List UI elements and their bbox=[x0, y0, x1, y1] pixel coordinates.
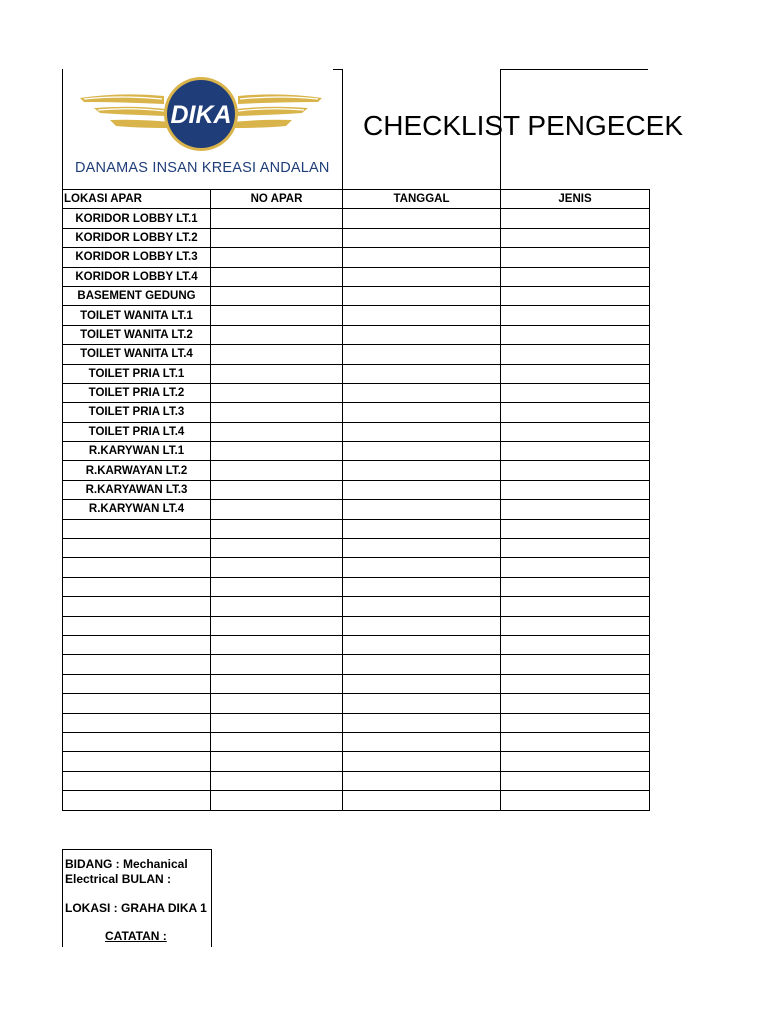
cell-lokasi-apar bbox=[63, 713, 211, 732]
cell-lokasi-apar bbox=[63, 732, 211, 751]
table-row bbox=[63, 791, 650, 810]
cell-jenis[interactable] bbox=[501, 597, 650, 616]
header-top-border bbox=[500, 69, 648, 70]
cell-jenis[interactable] bbox=[501, 752, 650, 771]
bidang-label: BIDANG : Mechanical bbox=[65, 857, 188, 871]
cell-no-apar[interactable] bbox=[211, 383, 343, 402]
cell-lokasi-apar: TOILET PRIA LT.3 bbox=[63, 403, 211, 422]
cell-lokasi-apar: R.KARYWAN LT.1 bbox=[63, 442, 211, 461]
table-row bbox=[63, 713, 650, 732]
cell-lokasi-apar bbox=[63, 752, 211, 771]
table-row bbox=[63, 403, 650, 422]
cell-lokasi-apar: R.KARWAYAN LT.2 bbox=[63, 461, 211, 480]
cell-lokasi-apar bbox=[63, 597, 211, 616]
cell-no-apar[interactable] bbox=[211, 345, 343, 364]
cell-lokasi-apar: TOILET WANITA LT.4 bbox=[63, 345, 211, 364]
cell-tanggal[interactable] bbox=[343, 674, 501, 693]
cell-jenis[interactable] bbox=[501, 635, 650, 654]
cell-jenis[interactable] bbox=[501, 539, 650, 558]
cell-no-apar[interactable] bbox=[211, 635, 343, 654]
cell-tanggal[interactable] bbox=[343, 519, 501, 538]
cell-lokasi-apar: BASEMENT GEDUNG bbox=[63, 286, 211, 305]
cell-jenis[interactable] bbox=[501, 480, 650, 499]
cell-jenis[interactable] bbox=[501, 791, 650, 810]
company-name: DANAMAS INSAN KREASI ANDALAN bbox=[75, 160, 330, 176]
cell-tanggal[interactable] bbox=[343, 713, 501, 732]
cell-no-apar[interactable] bbox=[211, 306, 343, 325]
cell-tanggal[interactable] bbox=[343, 480, 501, 499]
cell-jenis[interactable] bbox=[501, 228, 650, 247]
cell-tanggal[interactable] bbox=[343, 655, 501, 674]
cell-jenis[interactable] bbox=[501, 442, 650, 461]
cell-no-apar[interactable] bbox=[211, 461, 343, 480]
cell-no-apar[interactable] bbox=[211, 286, 343, 305]
cell-jenis[interactable] bbox=[501, 345, 650, 364]
cell-no-apar[interactable] bbox=[211, 442, 343, 461]
cell-lokasi-apar bbox=[63, 655, 211, 674]
cell-lokasi-apar bbox=[63, 616, 211, 635]
cell-tanggal[interactable] bbox=[343, 306, 501, 325]
cell-lokasi-apar bbox=[63, 577, 211, 596]
cell-no-apar[interactable] bbox=[211, 713, 343, 732]
catatan-label: CATATAN : bbox=[105, 929, 167, 943]
wings-emblem-icon bbox=[72, 72, 330, 152]
column-header-jenis: JENIS bbox=[501, 190, 650, 209]
cell-no-apar[interactable] bbox=[211, 209, 343, 228]
cell-tanggal[interactable] bbox=[343, 286, 501, 305]
logo-text: DIKA bbox=[170, 101, 232, 129]
table-row bbox=[63, 364, 650, 383]
cell-jenis[interactable] bbox=[501, 519, 650, 538]
cell-tanggal[interactable] bbox=[343, 694, 501, 713]
table-row bbox=[63, 577, 650, 596]
table-row bbox=[63, 597, 650, 616]
title-clip bbox=[343, 96, 684, 156]
cell-lokasi-apar: KORIDOR LOBBY LT.4 bbox=[63, 267, 211, 286]
cell-no-apar[interactable] bbox=[211, 403, 343, 422]
cell-tanggal[interactable] bbox=[343, 345, 501, 364]
cell-lokasi-apar bbox=[63, 558, 211, 577]
cell-tanggal[interactable] bbox=[343, 403, 501, 422]
cell-no-apar[interactable] bbox=[211, 597, 343, 616]
cell-no-apar[interactable] bbox=[211, 694, 343, 713]
header-left-border bbox=[62, 69, 63, 190]
cell-no-apar[interactable] bbox=[211, 791, 343, 810]
cell-tanggal[interactable] bbox=[343, 500, 501, 519]
cell-no-apar[interactable] bbox=[211, 325, 343, 344]
apar-checklist-table bbox=[62, 189, 650, 811]
cell-no-apar[interactable] bbox=[211, 732, 343, 751]
table-row bbox=[63, 635, 650, 654]
table-row bbox=[63, 558, 650, 577]
cell-lokasi-apar bbox=[63, 694, 211, 713]
cell-no-apar[interactable] bbox=[211, 752, 343, 771]
cell-no-apar[interactable] bbox=[211, 577, 343, 596]
lokasi-label: LOKASI : GRAHA DIKA 1 bbox=[65, 901, 207, 915]
cell-lokasi-apar: TOILET WANITA LT.2 bbox=[63, 325, 211, 344]
cell-tanggal[interactable] bbox=[343, 364, 501, 383]
cell-no-apar[interactable] bbox=[211, 674, 343, 693]
document-title: CHECKLIST PENGECEK bbox=[363, 110, 684, 141]
cell-lokasi-apar bbox=[63, 635, 211, 654]
cell-jenis[interactable] bbox=[501, 306, 650, 325]
cell-lokasi-apar: TOILET PRIA LT.1 bbox=[63, 364, 211, 383]
cell-jenis[interactable] bbox=[501, 655, 650, 674]
table-row bbox=[63, 209, 650, 228]
cell-tanggal[interactable] bbox=[343, 771, 501, 790]
cell-tanggal[interactable] bbox=[343, 752, 501, 771]
cell-jenis[interactable] bbox=[501, 364, 650, 383]
cell-tanggal[interactable] bbox=[343, 209, 501, 228]
cell-no-apar[interactable] bbox=[211, 558, 343, 577]
column-header-no-apar: NO APAR bbox=[211, 190, 343, 209]
cell-lokasi-apar: R.KARYWAN LT.4 bbox=[63, 500, 211, 519]
table-row bbox=[63, 616, 650, 635]
cell-jenis[interactable] bbox=[501, 422, 650, 441]
bulan-label: Electrical BULAN : bbox=[65, 872, 172, 886]
cell-lokasi-apar bbox=[63, 519, 211, 538]
cell-lokasi-apar bbox=[63, 771, 211, 790]
cell-jenis[interactable] bbox=[501, 248, 650, 267]
cell-jenis[interactable] bbox=[501, 325, 650, 344]
cell-jenis[interactable] bbox=[501, 694, 650, 713]
cell-no-apar[interactable] bbox=[211, 539, 343, 558]
cell-jenis[interactable] bbox=[501, 209, 650, 228]
cell-jenis[interactable] bbox=[501, 403, 650, 422]
cell-lokasi-apar: R.KARYAWAN LT.3 bbox=[63, 480, 211, 499]
header-divider-tick bbox=[333, 69, 343, 70]
cell-no-apar[interactable] bbox=[211, 422, 343, 441]
table-row bbox=[63, 732, 650, 751]
table-row bbox=[63, 345, 650, 364]
table-row bbox=[63, 752, 650, 771]
cell-tanggal[interactable] bbox=[343, 791, 501, 810]
table-row bbox=[63, 500, 650, 519]
cell-tanggal[interactable] bbox=[343, 577, 501, 596]
cell-no-apar[interactable] bbox=[211, 519, 343, 538]
column-header-lokasi-apar: LOKASI APAR bbox=[63, 190, 211, 209]
cell-lokasi-apar bbox=[63, 674, 211, 693]
table-row bbox=[63, 286, 650, 305]
column-header-tanggal: TANGGAL bbox=[343, 190, 501, 209]
cell-jenis[interactable] bbox=[501, 577, 650, 596]
cell-tanggal[interactable] bbox=[343, 248, 501, 267]
footer-info-box bbox=[62, 849, 212, 947]
cell-no-apar[interactable] bbox=[211, 655, 343, 674]
cell-tanggal[interactable] bbox=[343, 461, 501, 480]
table-row bbox=[63, 306, 650, 325]
cell-tanggal[interactable] bbox=[343, 558, 501, 577]
cell-no-apar[interactable] bbox=[211, 248, 343, 267]
cell-tanggal[interactable] bbox=[343, 616, 501, 635]
table-row bbox=[63, 325, 650, 344]
table-row bbox=[63, 771, 650, 790]
cell-no-apar[interactable] bbox=[211, 480, 343, 499]
cell-lokasi-apar: KORIDOR LOBBY LT.1 bbox=[63, 209, 211, 228]
table-row bbox=[63, 422, 650, 441]
table-row bbox=[63, 228, 650, 247]
cell-no-apar[interactable] bbox=[211, 500, 343, 519]
cell-jenis[interactable] bbox=[501, 383, 650, 402]
cell-lokasi-apar: KORIDOR LOBBY LT.2 bbox=[63, 228, 211, 247]
cell-jenis[interactable] bbox=[501, 267, 650, 286]
cell-jenis[interactable] bbox=[501, 616, 650, 635]
cell-no-apar[interactable] bbox=[211, 771, 343, 790]
cell-jenis[interactable] bbox=[501, 771, 650, 790]
table-row bbox=[63, 248, 650, 267]
cell-tanggal[interactable] bbox=[343, 635, 501, 654]
table-header-row bbox=[63, 190, 650, 209]
table-row bbox=[63, 480, 650, 499]
table-row bbox=[63, 461, 650, 480]
cell-tanggal[interactable] bbox=[343, 442, 501, 461]
cell-tanggal[interactable] bbox=[343, 267, 501, 286]
cell-jenis[interactable] bbox=[501, 558, 650, 577]
table-row bbox=[63, 442, 650, 461]
cell-lokasi-apar bbox=[63, 791, 211, 810]
table-row bbox=[63, 694, 650, 713]
table-row bbox=[63, 267, 650, 286]
table-row bbox=[63, 383, 650, 402]
cell-no-apar[interactable] bbox=[211, 616, 343, 635]
cell-jenis[interactable] bbox=[501, 286, 650, 305]
cell-tanggal[interactable] bbox=[343, 422, 501, 441]
cell-jenis[interactable] bbox=[501, 461, 650, 480]
table-row bbox=[63, 519, 650, 538]
cell-lokasi-apar bbox=[63, 539, 211, 558]
cell-tanggal[interactable] bbox=[343, 383, 501, 402]
cell-lokasi-apar: TOILET WANITA LT.1 bbox=[63, 306, 211, 325]
cell-tanggal[interactable] bbox=[343, 539, 501, 558]
table-row bbox=[63, 539, 650, 558]
cell-lokasi-apar: KORIDOR LOBBY LT.3 bbox=[63, 248, 211, 267]
table-row bbox=[63, 655, 650, 674]
cell-jenis[interactable] bbox=[501, 713, 650, 732]
cell-lokasi-apar: TOILET PRIA LT.2 bbox=[63, 383, 211, 402]
cell-tanggal[interactable] bbox=[343, 325, 501, 344]
table-body bbox=[63, 209, 650, 810]
cell-jenis[interactable] bbox=[501, 674, 650, 693]
cell-no-apar[interactable] bbox=[211, 267, 343, 286]
cell-jenis[interactable] bbox=[501, 500, 650, 519]
cell-tanggal[interactable] bbox=[343, 732, 501, 751]
cell-no-apar[interactable] bbox=[211, 364, 343, 383]
cell-jenis[interactable] bbox=[501, 732, 650, 751]
table-row bbox=[63, 674, 650, 693]
cell-no-apar[interactable] bbox=[211, 228, 343, 247]
cell-tanggal[interactable] bbox=[343, 597, 501, 616]
cell-lokasi-apar: TOILET PRIA LT.4 bbox=[63, 422, 211, 441]
cell-tanggal[interactable] bbox=[343, 228, 501, 247]
